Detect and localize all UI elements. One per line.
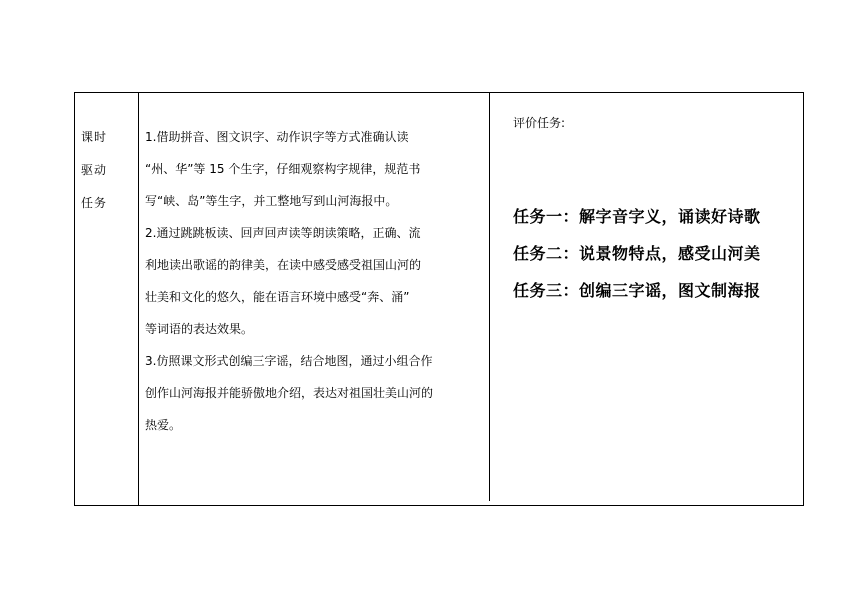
column-divider <box>489 93 490 501</box>
row-label-line: 驱动 <box>81 163 108 177</box>
evaluation-task: 任务一：解字音字义，诵读好诗歌 <box>513 207 761 226</box>
row-label-line: 课时 <box>81 130 108 144</box>
goal-text-line: 2.通过跳跳板读、回声回声读等朗读策略，正确、流 <box>145 226 421 240</box>
evaluation-cell <box>513 115 803 318</box>
goals-cell <box>145 129 485 449</box>
goal-text-line: 3.仿照课文形式创编三字谣，结合地图，通过小组合作 <box>145 354 433 368</box>
document-table <box>74 92 804 506</box>
row-label-cell <box>81 129 133 228</box>
column-divider <box>138 93 139 505</box>
evaluation-heading: 评价任务: <box>513 116 566 130</box>
evaluation-task: 任务三：创编三字谣，图文制海报 <box>513 281 761 300</box>
goal-text-line: 壮美和文化的悠久，能在语言环境中感受“奔、涌” <box>145 290 410 304</box>
goal-text-line: 热爱。 <box>145 418 182 432</box>
evaluation-task: 任务二：说景物特点，感受山河美 <box>513 244 761 263</box>
goal-text-line: 1.借助拼音、图文识字、动作识字等方式准确认读 <box>145 130 409 144</box>
goal-text-line: “州、华”等 15 个生字，仔细观察构字规律，规范书 <box>145 162 421 176</box>
goal-text-line: 写“峡、岛”等生字，并工整地写到山河海报中。 <box>145 194 398 208</box>
goal-text-line: 利地读出歌谣的韵律美，在读中感受感受祖国山河的 <box>145 258 422 272</box>
row-label-line: 任务 <box>81 196 108 210</box>
goal-text-line: 等词语的表达效果。 <box>145 322 254 336</box>
goal-text-line: 创作山河海报并能骄傲地介绍，表达对祖国壮美山河的 <box>145 386 434 400</box>
